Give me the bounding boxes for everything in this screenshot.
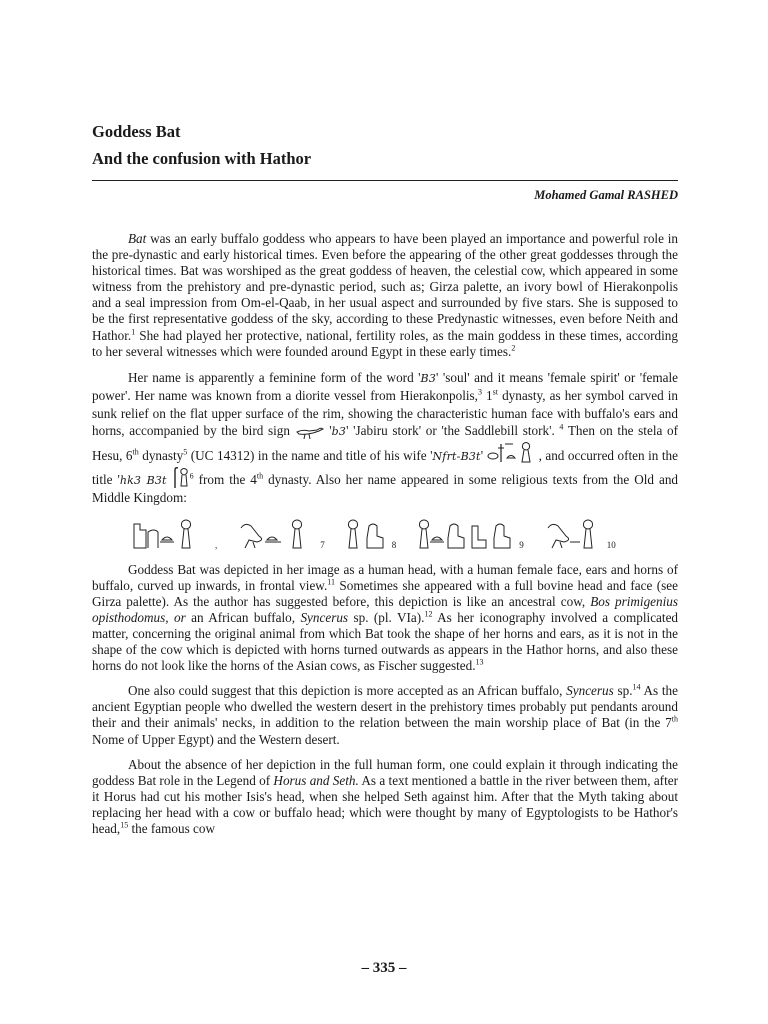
paragraph-5: About the absence of her depiction in the full human form, one could explain it through indicating the goddess Bat role in the Legend of Horus and Seth. As a text mentioned a battle in the river between them, after it Horus had cut his mother Isis's head, when she helped Seth against him. After that the Myth taking about replacing her head with a cow or buffalo head; which were thought by many of Egyptologists to be Hathor's head,$^{15}$ the famous cow xyxy=(92,756,678,836)
stork-bat-hieroglyph-icon xyxy=(237,518,317,550)
title-line-2: And the confusion with Hathor xyxy=(92,149,312,168)
title-rule xyxy=(92,180,678,181)
bat-goddess-hieroglyph-icon xyxy=(416,518,516,550)
heqa-bat-hieroglyph-icon xyxy=(172,466,190,488)
document-page xyxy=(92,118,678,846)
paragraph-4: One also could suggest that this depiction is more accepted as an African buffalo, Syncerus sp.$^{14}$ As the ancient Egyptian people who dwelled the western desert in the prehistory times probably put pendants around their and their animals' necks, in addition to the relation between the main worship place of Bat (in the 7th Nome of Upper Egypt) and the Western desert. xyxy=(92,682,678,747)
paragraph-3: Goddess Bat was depicted in her image as a human head, with a human female face, ears and horns of buffalo, curved up inwards, in frontal view.$^{11}$ Sometimes she appeared with a full bovine head and face (see Girza palette). As the author has suggested before, this depiction is like an ancestral cow, Bos primigenius opisthodomus, or an African buffalo, Syncerus sp. (pl. VIa).$^{12}$ As her iconography involved a complicated matter, concerning the original animal from which Bat took the shape of her horns and ears, as it is not in the shape of the cow which is depicted with horns turned outwards as appears in the Hathor horns, and also these horns do not look like the horns of the Asian cows, as Fischer suggested.$^{13}$ xyxy=(92,561,679,674)
bat-name-hieroglyph-icon xyxy=(132,518,212,550)
hieroglyph-group: 7 xyxy=(237,518,339,550)
footnote-ref: 1 xyxy=(131,327,136,337)
paragraph-1: Bat was an early buffalo goddess who appears to have been played an importance and powerful role in the pre-dynastic and early historical times. Even before the appearing of the other great goddesses through the historical times. Bat was worshiped as the great goddess of heaven, the celestial cow, which appeared in some witness from the prehistory and pre-dynastic period, such as; Girza palette, an ivory bowl of Hierakonpolis and a seal impression from Om-el-Qaab, in her usual aspect and surrounded by five stars. She is supposed to be the first representative goddess of the sky, according to these Predynastic witnesses, even before Neith and Hathor.$^1$ She had played her protective, national, fertility roles, as the main goddess in these times, according to her several witnesses which were founded around Egypt in these early times.$^2$ xyxy=(92,231,678,359)
stork-hieroglyph-icon xyxy=(295,423,325,439)
paragraph-2: Her name is apparently a feminine form of the word 'B3' 'soul' and it means 'female spirit' or 'female power'. Her name was known from a diorite vessel from Hierakonpolis,$^3$ 1st dynasty, as her symbol carved in sunk relief on the flat upper surface of the rim, showing the characteristic human face with buffalo's ears and horns, accompanied by the bird sign 'b3' 'Jabiru stork' or 'the Saddlebill stork'. $^4$ Then on the stela of Hesu, 6th dynasty$^5$ (UC 14312) in the name and title of his wife 'Nfrt-B3t' , and occurred often in the title 'hk3 B3t $^6$ from the 4th dynasty. Also her name appeared in some religious texts from the Old and Middle Kingdom: xyxy=(92,369,679,506)
stork-bat-hieroglyph-icon xyxy=(544,518,604,550)
footnote-ref: 2 xyxy=(511,343,516,353)
title-line-1: Goddess Bat xyxy=(92,122,181,141)
bat-word: Bat xyxy=(128,231,147,246)
hieroglyph-group: 10 xyxy=(544,518,630,550)
nfrt-bat-hieroglyph-icon xyxy=(487,440,539,464)
hieroglyph-examples xyxy=(132,516,678,550)
page-number: – 335 – xyxy=(361,960,407,976)
author-name: Mohamed Gamal RASHED xyxy=(534,188,678,202)
hieroglyph-group: , xyxy=(132,518,231,550)
bat-seated-hieroglyph-icon xyxy=(345,518,389,550)
hieroglyph-group: 9 xyxy=(416,518,538,550)
hieroglyph-group: 8 xyxy=(345,518,411,550)
